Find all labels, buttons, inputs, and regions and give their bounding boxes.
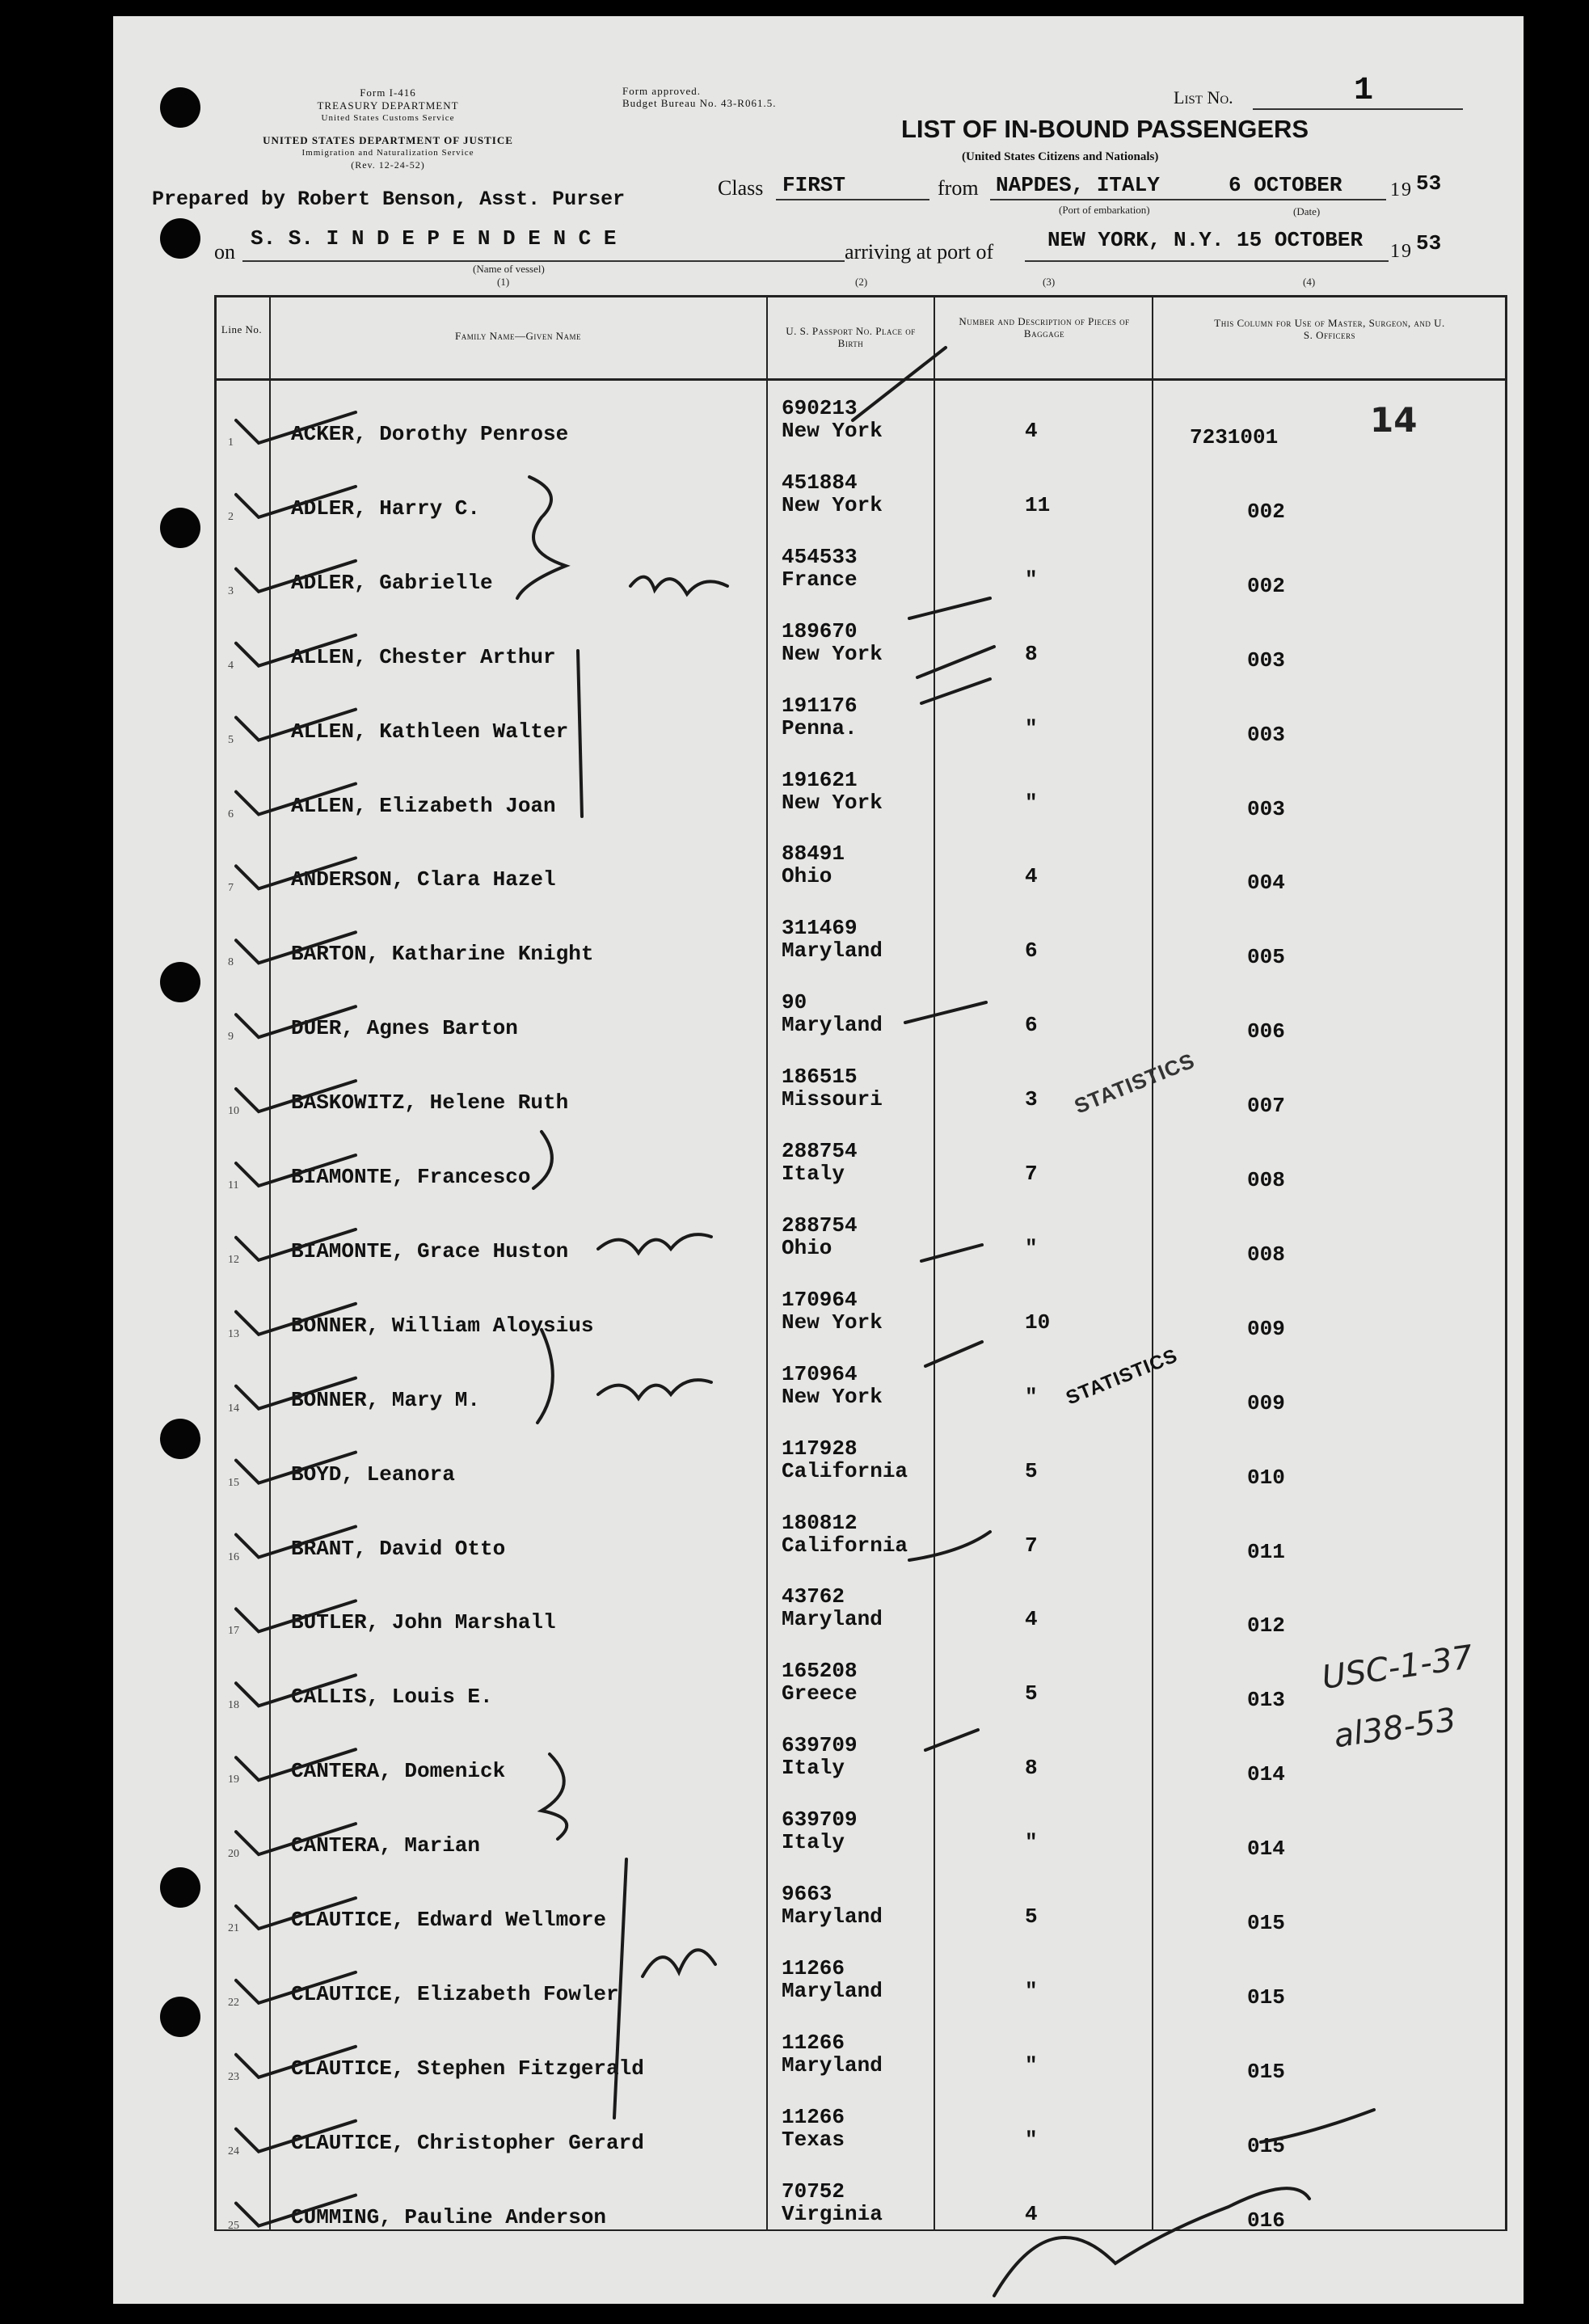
line-number: 1 bbox=[228, 437, 234, 449]
given-name: Chester Arthur bbox=[379, 644, 556, 669]
check-mark bbox=[905, 1002, 986, 1023]
family-name: BONNER, bbox=[291, 1387, 380, 1412]
budget-bureau: Budget Bureau No. 43-R061.5. bbox=[622, 97, 777, 109]
given-name: Edward Wellmore bbox=[417, 1908, 607, 1932]
class-label: Class bbox=[718, 176, 764, 200]
date-caption: (Date) bbox=[1293, 205, 1321, 217]
passport-number: 288754 bbox=[782, 1213, 858, 1238]
row-check-mark bbox=[236, 1304, 356, 1335]
header-line-no: Line No. bbox=[221, 323, 263, 335]
family-name: CANTERA, bbox=[291, 1759, 392, 1784]
baggage-count: 5 bbox=[1025, 1904, 1038, 1929]
header-name: Family Name—Given Name bbox=[455, 330, 581, 342]
port-of-embarkation: NAPDES, ITALY bbox=[996, 173, 1160, 197]
handwritten-note-usc: USC-1-37 bbox=[1319, 1639, 1476, 1697]
place-of-birth: New York bbox=[782, 492, 883, 517]
family-name: ALLEN, bbox=[291, 719, 367, 744]
family-name: BIAMONTE, bbox=[291, 1238, 405, 1263]
line-number: 20 bbox=[228, 1848, 239, 1861]
officer-code: 002 bbox=[1247, 573, 1285, 598]
treasury-department: TREASURY DEPARTMENT bbox=[317, 99, 459, 112]
port-of-arrival: NEW YORK, N.Y. 15 OCTOBER bbox=[1047, 228, 1364, 252]
place-of-birth: California bbox=[782, 1458, 908, 1483]
vessel-name: S. S. I N D E P E N D E N C E bbox=[251, 226, 617, 251]
form-approved: Form approved. bbox=[622, 85, 702, 97]
officer-code: 016 bbox=[1247, 2208, 1285, 2233]
baggage-count: " bbox=[1025, 1978, 1038, 2003]
line-number: 4 bbox=[228, 659, 234, 672]
row-check-mark bbox=[236, 561, 356, 592]
list-no-value: 1 bbox=[1354, 73, 1374, 109]
line-number: 22 bbox=[228, 1996, 239, 2009]
passport-number: 451884 bbox=[782, 470, 858, 495]
row-check-mark bbox=[236, 2195, 356, 2226]
year-prefix-1: 19 bbox=[1390, 179, 1413, 200]
passport-number: 70752 bbox=[782, 2178, 845, 2204]
officer-code: 014 bbox=[1247, 1837, 1285, 1862]
on-label: on bbox=[214, 240, 235, 264]
row-check-mark bbox=[236, 1824, 356, 1854]
given-name: Francesco bbox=[417, 1165, 531, 1189]
port-caption: (Port of embarkation) bbox=[1059, 204, 1150, 216]
officer-code: 009 bbox=[1247, 1316, 1285, 1341]
row-check-mark bbox=[236, 1453, 356, 1483]
line-number: 6 bbox=[228, 808, 234, 820]
family-name: BIAMONTE, bbox=[291, 1165, 405, 1189]
bracket-mark bbox=[614, 1859, 626, 2118]
line-number: 10 bbox=[228, 1105, 239, 1118]
customs-service: United States Customs Service bbox=[321, 113, 455, 123]
passport-number: 117928 bbox=[782, 1436, 858, 1461]
baggage-count: 8 bbox=[1025, 1756, 1038, 1781]
line-number: 13 bbox=[228, 1327, 239, 1340]
officer-code: 015 bbox=[1247, 1984, 1285, 2010]
family-name: CLAUTICE, bbox=[291, 1981, 405, 2006]
officer-code: 013 bbox=[1247, 1688, 1285, 1713]
row-check-mark bbox=[236, 858, 356, 888]
row-check-mark bbox=[236, 2121, 356, 2152]
passport-number: 11266 bbox=[782, 1955, 845, 1980]
row-check-mark bbox=[236, 784, 356, 815]
given-name: Elizabeth Joan bbox=[379, 793, 556, 818]
given-name: William Aloysius bbox=[391, 1313, 594, 1338]
baggage-count: 5 bbox=[1025, 1458, 1038, 1483]
row-check-mark bbox=[236, 1972, 356, 2003]
officer-code: 015 bbox=[1247, 2059, 1285, 2084]
family-name: CLAUTICE, bbox=[291, 2130, 405, 2155]
place-of-birth: New York bbox=[782, 1310, 883, 1335]
family-name: ALLEN, bbox=[291, 644, 367, 669]
officer-code: 7231001 bbox=[1190, 425, 1279, 449]
baggage-count: " bbox=[1025, 1384, 1038, 1409]
baggage-count: " bbox=[1025, 567, 1038, 592]
column-2-caption: (2) bbox=[855, 276, 868, 288]
baggage-count: " bbox=[1025, 1830, 1038, 1855]
place-of-birth: France bbox=[782, 567, 858, 592]
row-check-mark bbox=[236, 1081, 356, 1111]
line-number: 14 bbox=[228, 1402, 239, 1415]
row-check-mark bbox=[236, 1675, 356, 1706]
prepared-by: Prepared by Robert Benson, Asst. Purser bbox=[152, 188, 626, 211]
row-check-mark bbox=[236, 1378, 356, 1409]
family-name: BARTON, bbox=[291, 942, 380, 967]
column-4-caption: (4) bbox=[1303, 276, 1316, 288]
given-name: Louis E. bbox=[391, 1685, 493, 1710]
form-title: LIST OF IN-BOUND PASSENGERS bbox=[901, 115, 1309, 143]
place-of-birth: Maryland bbox=[782, 2052, 883, 2077]
passport-number: 170964 bbox=[782, 1361, 858, 1386]
given-name: Pauline Anderson bbox=[404, 2204, 607, 2229]
passport-number: 43762 bbox=[782, 1584, 845, 1609]
initials-scribble bbox=[643, 1950, 715, 1976]
line-number: 11 bbox=[228, 1179, 239, 1192]
given-name: Gabrielle bbox=[379, 570, 493, 595]
officer-code: 011 bbox=[1247, 1539, 1285, 1564]
family-name: BUTLER, bbox=[291, 1610, 380, 1635]
line-number: 17 bbox=[228, 1625, 239, 1638]
place-of-birth: Italy bbox=[782, 1756, 845, 1781]
row-check-mark bbox=[236, 635, 356, 666]
place-of-birth: New York bbox=[782, 1384, 883, 1409]
place-of-birth: California bbox=[782, 1533, 908, 1558]
check-mark bbox=[909, 598, 990, 618]
given-name: Leanora bbox=[366, 1461, 455, 1487]
row-check-mark bbox=[236, 1527, 356, 1558]
baggage-count: 11 bbox=[1025, 492, 1051, 517]
passport-number: 189670 bbox=[782, 618, 858, 643]
passport-number: 454533 bbox=[782, 544, 858, 569]
baggage-count: 8 bbox=[1025, 641, 1038, 666]
baggage-count: 5 bbox=[1025, 1681, 1038, 1706]
family-name: ADLER, bbox=[291, 570, 367, 595]
row-check-mark bbox=[236, 932, 356, 963]
officer-code: 005 bbox=[1247, 945, 1285, 970]
column-3-caption: (3) bbox=[1043, 276, 1056, 288]
baggage-count: 4 bbox=[1025, 1607, 1038, 1632]
passport-number: 311469 bbox=[782, 916, 858, 941]
passport-number: 180812 bbox=[782, 1510, 858, 1535]
baggage-count: " bbox=[1025, 2127, 1038, 2152]
place-of-birth: Maryland bbox=[782, 1607, 883, 1632]
baggage-count: 3 bbox=[1025, 1087, 1038, 1112]
baggage-count: 4 bbox=[1025, 2201, 1038, 2226]
baggage-count: 7 bbox=[1025, 1162, 1038, 1186]
check-mark bbox=[917, 647, 994, 677]
handwritten-count: 14 bbox=[1370, 400, 1418, 440]
passport-number: 11266 bbox=[782, 2104, 845, 2129]
family-name: ANDERSON, bbox=[291, 867, 405, 892]
officer-code: 003 bbox=[1247, 722, 1285, 747]
passport-number: 186515 bbox=[782, 1065, 858, 1090]
given-name: Stephen Fitzgerald bbox=[417, 2056, 644, 2081]
line-number: 25 bbox=[228, 2219, 239, 2232]
passport-number: 288754 bbox=[782, 1139, 858, 1163]
bracket-mark bbox=[578, 651, 582, 816]
given-name: Agnes Barton bbox=[366, 1016, 518, 1041]
given-name: Dorothy Penrose bbox=[379, 422, 569, 446]
statistics-stamp: STATISTICS bbox=[1063, 1344, 1181, 1410]
line-number: 24 bbox=[228, 2145, 239, 2157]
arriving-label: arriving at port of bbox=[845, 240, 994, 264]
officer-code: 006 bbox=[1247, 1019, 1285, 1044]
signature-scribble bbox=[994, 2188, 1309, 2296]
line-number: 8 bbox=[228, 956, 234, 969]
column-1-caption: (1) bbox=[497, 276, 510, 288]
given-name: Clara Hazel bbox=[417, 867, 556, 892]
place-of-birth: Maryland bbox=[782, 1904, 883, 1929]
header-passport: U. S. Passport No. Place of Birth bbox=[786, 325, 916, 349]
passport-number: 11266 bbox=[782, 2030, 845, 2055]
bracket-mark bbox=[533, 1132, 552, 1188]
passport-number: 170964 bbox=[782, 1287, 858, 1312]
year-2: 53 bbox=[1416, 231, 1442, 255]
statistics-stamp: STATISTICS bbox=[1070, 1048, 1199, 1119]
initials-scribble bbox=[598, 1380, 711, 1398]
row-check-mark bbox=[236, 1601, 356, 1631]
family-name: CUMMING, bbox=[291, 2204, 392, 2229]
line-number: 18 bbox=[228, 1699, 239, 1712]
check-mark bbox=[921, 679, 990, 703]
line-number: 7 bbox=[228, 882, 234, 895]
given-name: Christopher Gerard bbox=[417, 2130, 644, 2155]
header-baggage: Number and Description of Pieces of Baggage bbox=[959, 315, 1130, 340]
family-name: CLAUTICE, bbox=[291, 2056, 405, 2081]
family-name: ALLEN, bbox=[291, 793, 367, 818]
officer-code: 008 bbox=[1247, 1168, 1285, 1192]
passport-number: 690213 bbox=[782, 396, 858, 420]
line-number: 23 bbox=[228, 2070, 239, 2083]
bracket-mark bbox=[517, 477, 566, 598]
line-number: 16 bbox=[228, 1550, 239, 1563]
justice-department: UNITED STATES DEPARTMENT OF JUSTICE bbox=[263, 134, 513, 146]
place-of-birth: Maryland bbox=[782, 938, 883, 964]
place-of-birth: Italy bbox=[782, 1830, 845, 1855]
officer-code: 010 bbox=[1247, 1465, 1285, 1490]
given-name: Kathleen Walter bbox=[379, 719, 569, 744]
family-name: BASKOWITZ, bbox=[291, 1090, 418, 1116]
place-of-birth: New York bbox=[782, 641, 883, 666]
check-mark bbox=[921, 1245, 982, 1261]
line-number: 15 bbox=[228, 1476, 239, 1489]
officer-code: 003 bbox=[1247, 647, 1285, 673]
given-name: Domenick bbox=[404, 1759, 506, 1784]
baggage-count: 4 bbox=[1025, 419, 1038, 443]
passport-number: 191176 bbox=[782, 693, 858, 718]
passport-number: 191621 bbox=[782, 767, 858, 792]
baggage-count: " bbox=[1025, 2052, 1038, 2077]
place-of-birth: Texas bbox=[782, 2127, 845, 2152]
family-name: CLAUTICE, bbox=[291, 1908, 405, 1932]
row-check-mark bbox=[236, 412, 356, 443]
family-name: BRANT, bbox=[291, 1536, 367, 1561]
line-number: 3 bbox=[228, 584, 234, 597]
officer-code: 012 bbox=[1247, 1613, 1285, 1639]
passport-number: 165208 bbox=[782, 1659, 858, 1684]
place-of-birth: Virginia bbox=[782, 2201, 883, 2226]
row-check-mark bbox=[236, 1155, 356, 1186]
line-number: 5 bbox=[228, 733, 234, 746]
given-name: Harry C. bbox=[379, 496, 481, 521]
check-mark bbox=[925, 1342, 982, 1366]
check-mark bbox=[909, 1532, 990, 1560]
baggage-count: 6 bbox=[1025, 938, 1038, 964]
passport-number: 90 bbox=[782, 990, 807, 1015]
ins-service: Immigration and Naturalization Service bbox=[301, 148, 474, 158]
line-number: 21 bbox=[228, 1922, 239, 1934]
place-of-birth: Maryland bbox=[782, 1013, 883, 1038]
year-1: 53 bbox=[1416, 171, 1442, 196]
baggage-count: " bbox=[1025, 1235, 1038, 1260]
officer-code: 015 bbox=[1247, 2133, 1285, 2158]
officer-code: 009 bbox=[1247, 1390, 1285, 1415]
row-check-mark bbox=[236, 1229, 356, 1260]
baggage-count: " bbox=[1025, 715, 1038, 740]
line-number: 12 bbox=[228, 1253, 239, 1266]
row-check-mark bbox=[236, 1006, 356, 1037]
handwritten-note-al: al38-53 bbox=[1331, 1701, 1459, 1756]
row-check-mark bbox=[236, 1898, 356, 1929]
class-value: FIRST bbox=[782, 173, 846, 197]
passport-number: 639709 bbox=[782, 1733, 858, 1758]
place-of-birth: Ohio bbox=[782, 1235, 832, 1260]
initials-scribble bbox=[598, 1234, 711, 1253]
row-check-mark bbox=[236, 1749, 356, 1780]
bracket-mark bbox=[542, 1754, 567, 1839]
vessel-caption: (Name of vessel) bbox=[473, 263, 545, 275]
given-name: Mary M. bbox=[391, 1387, 481, 1412]
check-mark bbox=[853, 348, 946, 420]
bracket-mark bbox=[537, 1330, 553, 1423]
signature-scribble bbox=[1261, 2110, 1374, 2142]
header-officers: This Column for Use of Master, Surgeon, and U. S. Officers bbox=[1214, 317, 1445, 341]
place-of-birth: New York bbox=[782, 419, 883, 443]
line-number: 9 bbox=[228, 1031, 234, 1044]
place-of-birth: Penna. bbox=[782, 715, 858, 740]
place-of-birth: Italy bbox=[782, 1162, 845, 1186]
officer-code: 002 bbox=[1247, 499, 1285, 524]
from-label: from bbox=[938, 176, 979, 200]
family-name: ACKER, bbox=[291, 422, 367, 446]
family-name: CALLIS, bbox=[291, 1685, 380, 1710]
place-of-birth: Missouri bbox=[782, 1087, 883, 1112]
given-name: Helene Ruth bbox=[429, 1090, 569, 1116]
family-name: CANTERA, bbox=[291, 1833, 392, 1858]
family-name: BOYD, bbox=[291, 1461, 355, 1487]
row-check-mark bbox=[236, 710, 356, 740]
place-of-birth: Maryland bbox=[782, 1978, 883, 2003]
officer-code: 003 bbox=[1247, 796, 1285, 821]
passport-number: 639709 bbox=[782, 1807, 858, 1833]
baggage-count: 4 bbox=[1025, 864, 1038, 889]
place-of-birth: Ohio bbox=[782, 864, 832, 889]
officer-code: 015 bbox=[1247, 1911, 1285, 1935]
check-mark bbox=[925, 1730, 978, 1750]
year-prefix-2: 19 bbox=[1390, 241, 1413, 262]
line-number: 19 bbox=[228, 1774, 239, 1786]
line-number: 2 bbox=[228, 510, 234, 523]
baggage-count: " bbox=[1025, 790, 1038, 815]
given-name: Grace Huston bbox=[417, 1238, 569, 1263]
revision-date: (Rev. 12-24-52) bbox=[351, 159, 425, 171]
family-name: ADLER, bbox=[291, 496, 367, 521]
place-of-birth: New York bbox=[782, 790, 883, 815]
form-subtitle: (United States Citizens and Nationals) bbox=[962, 150, 1159, 163]
given-name: Marian bbox=[404, 1833, 481, 1858]
baggage-count: 7 bbox=[1025, 1533, 1038, 1558]
row-check-mark bbox=[236, 2047, 356, 2077]
given-name: Elizabeth Fowler bbox=[417, 1981, 619, 2006]
list-no-label: List No. bbox=[1174, 87, 1233, 108]
given-name: Katharine Knight bbox=[391, 942, 594, 967]
family-name: DUER, bbox=[291, 1016, 355, 1041]
form-number: Form I-416 bbox=[360, 86, 416, 99]
embarkation-date: 6 OCTOBER bbox=[1229, 173, 1342, 197]
officer-code: 014 bbox=[1247, 1762, 1285, 1787]
given-name: John Marshall bbox=[391, 1610, 556, 1635]
row-check-mark bbox=[236, 487, 356, 517]
passport-number: 88491 bbox=[782, 841, 845, 867]
baggage-count: 10 bbox=[1025, 1310, 1051, 1335]
place-of-birth: Greece bbox=[782, 1681, 858, 1706]
officer-code: 007 bbox=[1247, 1094, 1285, 1119]
initials-scribble bbox=[630, 577, 727, 594]
passport-number: 9663 bbox=[782, 1882, 832, 1906]
baggage-count: 6 bbox=[1025, 1013, 1038, 1038]
officer-code: 004 bbox=[1247, 871, 1285, 896]
given-name: David Otto bbox=[379, 1536, 506, 1561]
officer-code: 008 bbox=[1247, 1242, 1285, 1267]
family-name: BONNER, bbox=[291, 1313, 380, 1338]
